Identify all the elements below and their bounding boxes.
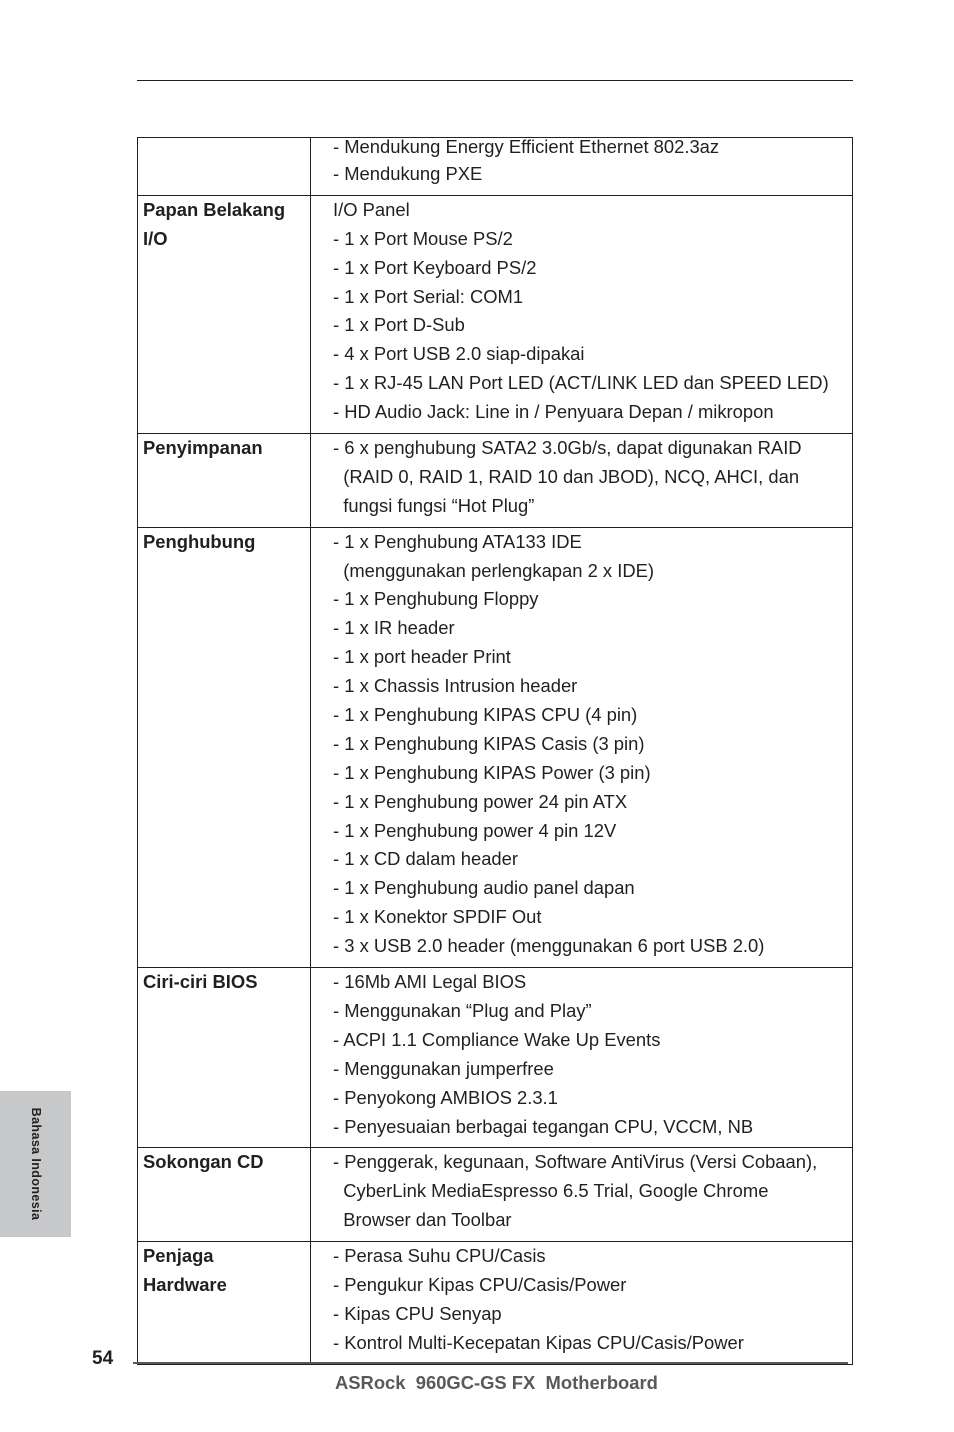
spec-items-cell: [311, 968, 853, 1148]
spec-item: - 1 x Penghubung power 4 pin 12V: [333, 819, 617, 841]
spec-item: - ACPI 1.1 Compliance Wake Up Events: [333, 1028, 661, 1050]
spec-item: - 1 x Penghubung Floppy: [333, 588, 539, 610]
footer-title: ASRock 960GC-GS FX Motherboard: [335, 1372, 658, 1393]
language-side-label: Bahasa Indonesia: [29, 1107, 43, 1221]
spec-item: - 1 x Penghubung audio panel dapan: [333, 877, 635, 899]
spec-item: CyberLink MediaEspresso 6.5 Trial, Google Chrome: [333, 1180, 769, 1202]
spec-items-cell: [311, 138, 853, 196]
spec-row: [138, 527, 853, 967]
spec-label: Sokongan CD: [143, 1151, 264, 1173]
spec-label-cell: [138, 1242, 311, 1365]
spec-label: Papan Belakang: [143, 198, 286, 220]
spec-item: - Penyokong AMBIOS 2.3.1: [333, 1086, 558, 1108]
spec-label: Penyimpanan: [143, 437, 263, 459]
spec-label: Penghubung: [143, 530, 256, 552]
spec-item: - 1 x Penghubung KIPAS Power (3 pin): [333, 761, 651, 783]
spec-item: - Menggunakan “Plug and Play”: [333, 999, 592, 1021]
spec-item: - 1 x Penghubung power 24 pin ATX: [333, 790, 628, 812]
spec-item: - 1 x port header Print: [333, 646, 511, 668]
spec-item: - 1 x Penghubung KIPAS CPU (4 pin): [333, 704, 638, 726]
spec-item: - Penggerak, kegunaan, Software AntiVirus (Versi Cobaan),: [333, 1151, 818, 1173]
spec-item: - 1 x Penghubung ATA133 IDE: [333, 530, 582, 552]
spec-row: [138, 968, 853, 1148]
spec-row: [138, 1148, 853, 1242]
spec-label-cell: [138, 1148, 311, 1242]
spec-item: - 1 x Port Serial: COM1: [333, 285, 524, 307]
spec-item: - Pengukur Kipas CPU/Casis/Power: [333, 1273, 627, 1295]
spec-item: - Kipas CPU Senyap: [333, 1302, 502, 1324]
spec-row: [138, 195, 853, 433]
spec-item: - 1 x Chassis Intrusion header: [333, 675, 578, 697]
spec-item: - 1 x Port D-Sub: [333, 314, 465, 336]
spec-label: Penjaga: [143, 1245, 214, 1267]
spec-items-cell: [311, 527, 853, 967]
spec-item: - Menggunakan jumperfree: [333, 1057, 554, 1079]
spec-item: - Penyesuaian berbagai tegangan CPU, VCCM, NB: [333, 1115, 754, 1137]
spec-items-cell: [311, 1242, 853, 1365]
spec-row: [138, 138, 853, 196]
spec-table: [137, 137, 853, 1365]
spec-label: I/O: [143, 227, 168, 249]
spec-label: Ciri-ciri BIOS: [143, 971, 258, 993]
spec-item: - Mendukung PXE: [333, 163, 483, 184]
spec-row: [138, 1242, 853, 1365]
header-rule: [137, 80, 853, 81]
spec-item: - 4 x Port USB 2.0 siap-dipakai: [333, 343, 585, 365]
spec-items-cell: [311, 434, 853, 528]
spec-item: - 3 x USB 2.0 header (menggunakan 6 port USB 2.0): [333, 935, 765, 957]
footer-rule: [133, 1362, 848, 1364]
spec-item: - 1 x IR header: [333, 617, 455, 639]
spec-item: - 1 x Konektor SPDIF Out: [333, 906, 542, 928]
spec-items-cell: [311, 195, 853, 433]
spec-row: [138, 434, 853, 528]
spec-item: - 1 x CD dalam header: [333, 848, 519, 870]
spec-item: - 1 x Port Keyboard PS/2: [333, 256, 537, 278]
spec-item: - 1 x RJ-45 LAN Port LED (ACT/LINK LED dan SPEED LED): [333, 372, 829, 394]
spec-item: I/O Panel: [333, 198, 410, 220]
spec-label-cell: [138, 527, 311, 967]
spec-item: - 6 x penghubung SATA2 3.0Gb/s, dapat digunakan RAID: [333, 437, 802, 459]
spec-item: - Kontrol Multi-Kecepatan Kipas CPU/Casis/Power: [333, 1331, 744, 1353]
spec-item: - HD Audio Jack: Line in / Penyuara Depan / mikropon: [333, 401, 774, 423]
spec-items-cell: [311, 1148, 853, 1242]
spec-label-cell: [138, 434, 311, 528]
spec-label-cell: [138, 138, 311, 196]
spec-item: - 16Mb AMI Legal BIOS: [333, 971, 527, 993]
spec-item: - 1 x Penghubung KIPAS Casis (3 pin): [333, 732, 645, 754]
page-number: 54: [92, 1348, 114, 1369]
spec-item: Browser dan Toolbar: [333, 1209, 512, 1231]
spec-item: (menggunakan perlengkapan 2 x IDE): [333, 559, 655, 581]
spec-item: - Perasa Suhu CPU/Casis: [333, 1245, 546, 1267]
spec-item: (RAID 0, RAID 1, RAID 10 dan JBOD), NCQ, AHCI, dan: [333, 465, 800, 487]
spec-label-cell: [138, 195, 311, 433]
spec-item: fungsi fungsi “Hot Plug”: [333, 494, 535, 516]
spec-label-cell: [138, 968, 311, 1148]
spec-item: - Mendukung Energy Efficient Ethernet 802.3az: [333, 136, 720, 157]
spec-item: - 1 x Port Mouse PS/2: [333, 227, 513, 249]
spec-label: Hardware: [143, 1273, 227, 1295]
